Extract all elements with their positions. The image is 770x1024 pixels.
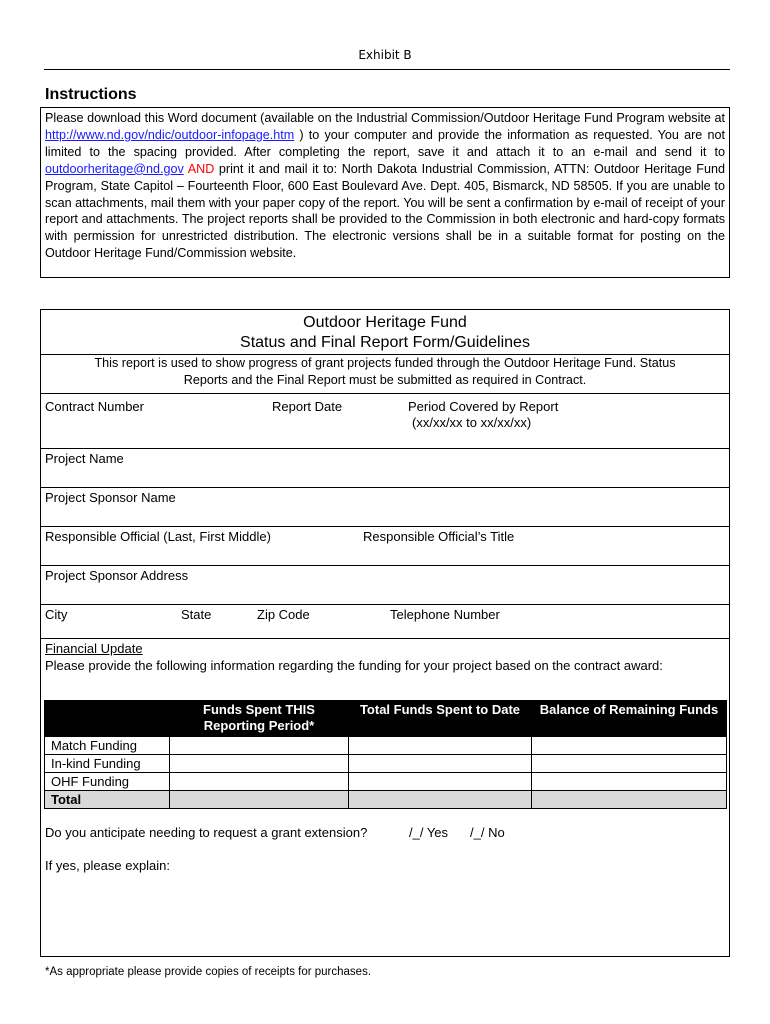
instructions-text-a: Please download this Word document (available on the Industrial Commission/Outdoor Heritage Fund Program website at	[45, 111, 725, 125]
inkind-balance-cell[interactable]	[532, 755, 727, 773]
form-intro-line2: Reports and the Final Report must be submitted as required in Contract.	[183, 372, 587, 387]
divider	[41, 487, 729, 488]
divider	[41, 604, 729, 605]
divider	[41, 393, 729, 394]
inkind-period-cell[interactable]	[170, 755, 349, 773]
header-balance-remaining: Balance of Remaining Funds	[532, 701, 727, 737]
financial-update-heading: Financial Update	[45, 641, 143, 656]
total-total-cell[interactable]	[349, 791, 532, 809]
row-label-total: Total	[45, 791, 170, 809]
inkind-total-cell[interactable]	[349, 755, 532, 773]
table-corner-header	[45, 701, 170, 737]
table-row	[45, 737, 727, 755]
ohf-total-cell[interactable]	[349, 773, 532, 791]
period-format-hint: (xx/xx/xx to xx/xx/xx)	[412, 415, 532, 430]
report-form	[40, 309, 730, 957]
extension-question: Do you anticipate needing to request a grant extension?	[45, 825, 368, 840]
financial-instructions: Please provide the following information regarding the funding for your project based on the contract award:	[45, 658, 663, 673]
instructions-box	[40, 107, 730, 278]
sponsor-name-field[interactable]: Project Sponsor Name	[45, 490, 176, 505]
form-title-line1: Outdoor Heritage Fund	[303, 314, 467, 331]
and-emphasis: AND	[183, 161, 215, 176]
row-label-inkind: In-kind Funding	[45, 755, 170, 773]
instructions-text-b: ) to your computer and provide the information as requested. You are not limited to the spacing provided. After completing the report, save it and attach it to an e-mail and send it to	[45, 127, 725, 159]
divider	[41, 448, 729, 449]
program-website-link[interactable]: http://www.nd.gov/ndic/outdoor-infopage.htm	[45, 127, 295, 142]
ohf-period-cell[interactable]	[170, 773, 349, 791]
city-field[interactable]: City	[45, 607, 68, 622]
period-covered-field[interactable]: Period Covered by Report	[408, 399, 559, 414]
total-balance-cell[interactable]	[532, 791, 727, 809]
form-title	[41, 313, 729, 353]
divider	[41, 526, 729, 527]
divider	[41, 565, 729, 566]
ohf-balance-cell[interactable]	[532, 773, 727, 791]
responsible-official-field[interactable]: Responsible Official (Last, First Middle)	[45, 529, 271, 544]
table-row	[45, 791, 727, 809]
receipts-note: *As appropriate please provide copies of receipts for purchases.	[45, 966, 372, 978]
match-balance-cell[interactable]	[532, 737, 727, 755]
telephone-field[interactable]: Telephone Number	[390, 607, 500, 622]
header-funds-spent-period: Funds Spent THIS Reporting Period*	[170, 701, 349, 737]
table-row	[45, 755, 727, 773]
header-rule	[44, 69, 730, 70]
email-link[interactable]: outdoorheritage@nd.gov	[45, 161, 184, 176]
divider	[41, 638, 729, 639]
header-total-funds-spent: Total Funds Spent to Date	[349, 701, 532, 737]
form-intro-line1: This report is used to show progress of grant projects funded through the Outdoor Heritage Fund. Status	[94, 356, 676, 370]
match-period-cell[interactable]	[170, 737, 349, 755]
instructions-title: Instructions	[45, 86, 137, 103]
explain-label: If yes, please explain:	[45, 858, 171, 873]
zip-field[interactable]: Zip Code	[257, 607, 310, 622]
total-period-cell[interactable]	[170, 791, 349, 809]
row-label-ohf: OHF Funding	[45, 773, 170, 791]
match-total-cell[interactable]	[349, 737, 532, 755]
state-field[interactable]: State	[181, 607, 212, 622]
exhibit-label: Exhibit B	[358, 48, 412, 62]
form-intro	[41, 355, 729, 388]
project-name-field[interactable]: Project Name	[45, 451, 124, 466]
extension-no-checkbox[interactable]: /_/ No	[470, 825, 505, 840]
row-label-match: Match Funding	[45, 737, 170, 755]
table-row	[45, 773, 727, 791]
form-title-line2: Status and Final Report Form/Guidelines	[240, 334, 530, 351]
report-date-field[interactable]: Report Date	[272, 399, 343, 414]
contract-number-field[interactable]: Contract Number	[45, 399, 144, 414]
sponsor-address-field[interactable]: Project Sponsor Address	[45, 568, 189, 583]
extension-yes-checkbox[interactable]: /_/ Yes	[409, 825, 449, 840]
official-title-field[interactable]: Responsible Official’s Title	[363, 529, 515, 544]
instructions-text-c: print it and mail it to: North Dakota Industrial Commission, ATTN: Outdoor Heritage Fund Program, State Capitol – Fourteenth Floor, 600 East Boulevard Ave. Dept. 405, Bismarck, ND 58505. If you are unable to scan attachments, mail them with your paper copy of the report. You will be sent a confirmation by e-mail of receipt of your report and attachments. The project reports shall be provided to the Commission in both electronic and hard-copy formats with permission for unrestricted distribution. The electronic versions shall be in a suitable format for posting on the Outdoor Heritage Fund/Commission website.	[45, 161, 725, 261]
funding-table	[44, 700, 727, 809]
